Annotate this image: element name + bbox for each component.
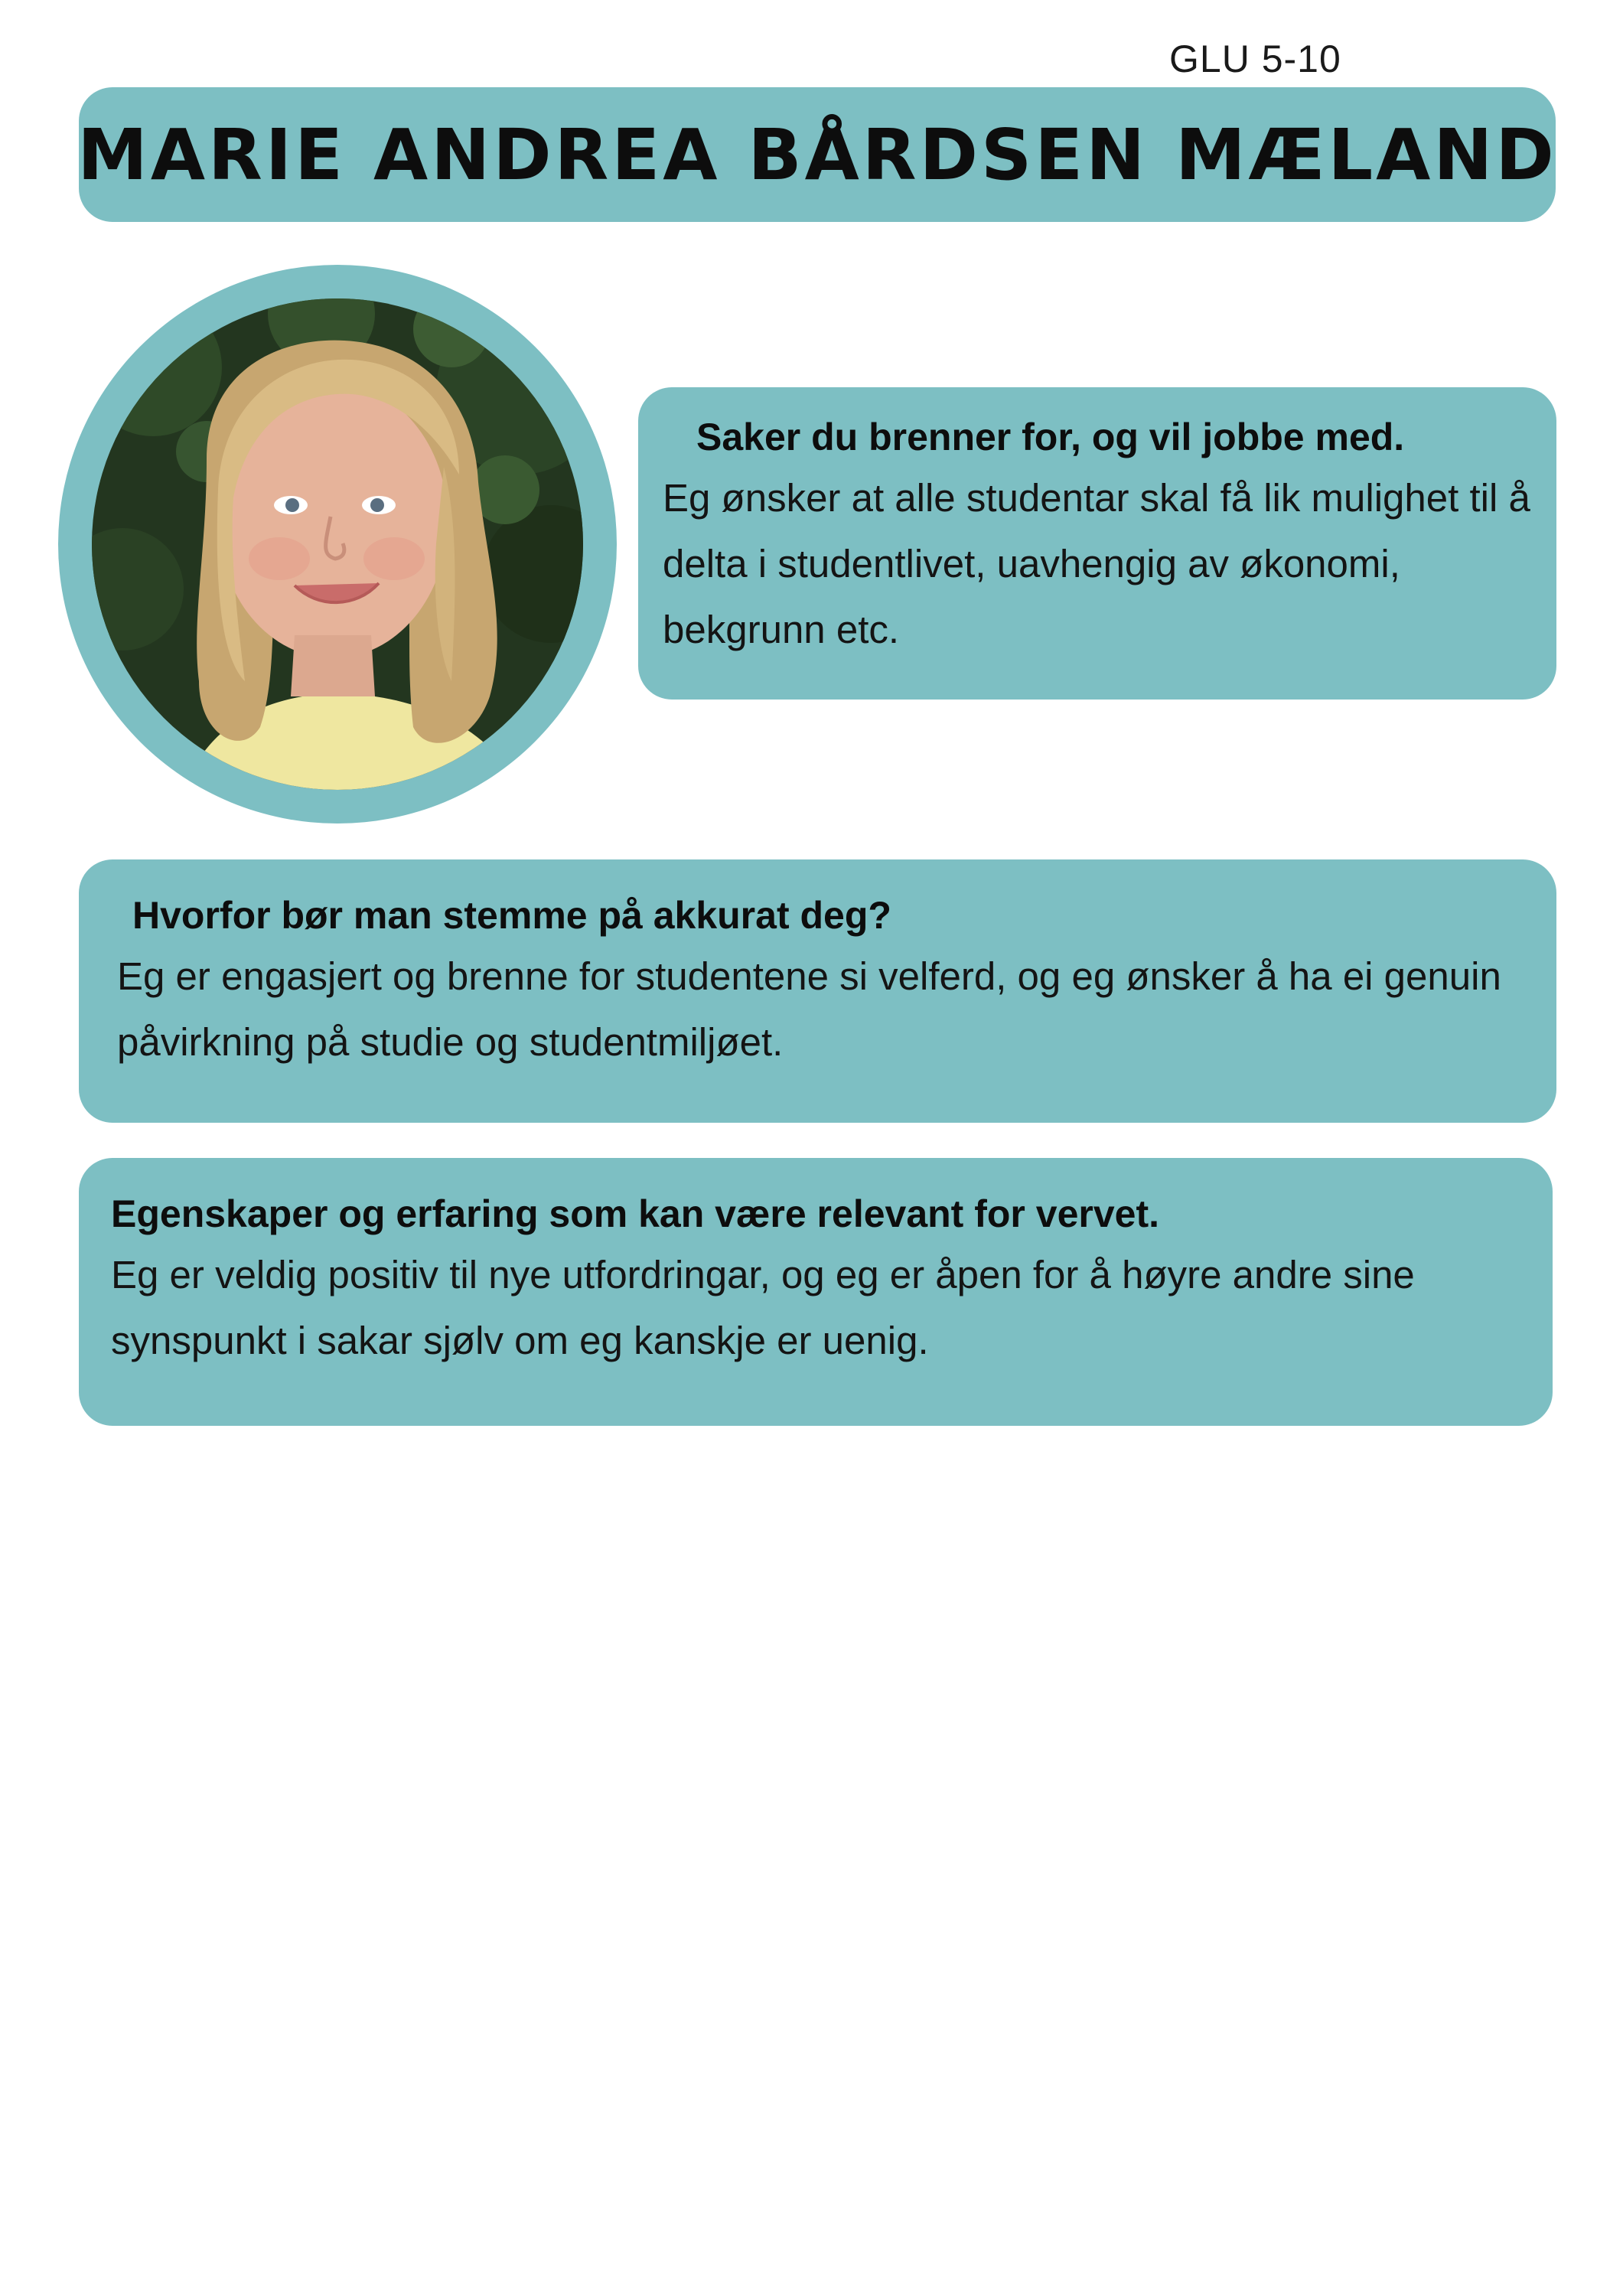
why-vote-text: Eg er engasjert og brenne for studentene si velferd, og eg ønsker å ha ei genuin påvirkning på studie og studentmiljøet. — [117, 954, 1501, 1064]
issues-text: Eg ønsker at alle studentar skal få lik mulighet til å delta i studentlivet, uavhengig av økonomi, bekgrunn etc. — [663, 476, 1530, 651]
issues-card — [638, 387, 1556, 700]
name-banner — [79, 87, 1556, 222]
why-vote-card — [79, 859, 1556, 1123]
skills-title: Egenskaper og erfaring som kan være relevant for vervet. — [111, 1192, 1159, 1235]
skills-text: Eg er veldig positiv til nye utfordringar, og eg er åpen for å høyre andre sine synspunkt i sakar sjølv om eg kanskje er uenig. — [111, 1253, 1415, 1362]
issues-title: Saker du brenner for, og vil jobbe med. — [696, 416, 1405, 458]
why-vote-title: Hvorfor bør man stemme på akkurat deg? — [132, 894, 891, 937]
portrait-frame — [58, 265, 617, 823]
skills-card — [79, 1158, 1553, 1426]
class-tag: GLU 5-10 — [1169, 38, 1341, 80]
candidate-photo — [92, 298, 583, 790]
candidate-name: MARIE ANDREA BÅRDSEN MÆLAND — [77, 113, 1557, 196]
